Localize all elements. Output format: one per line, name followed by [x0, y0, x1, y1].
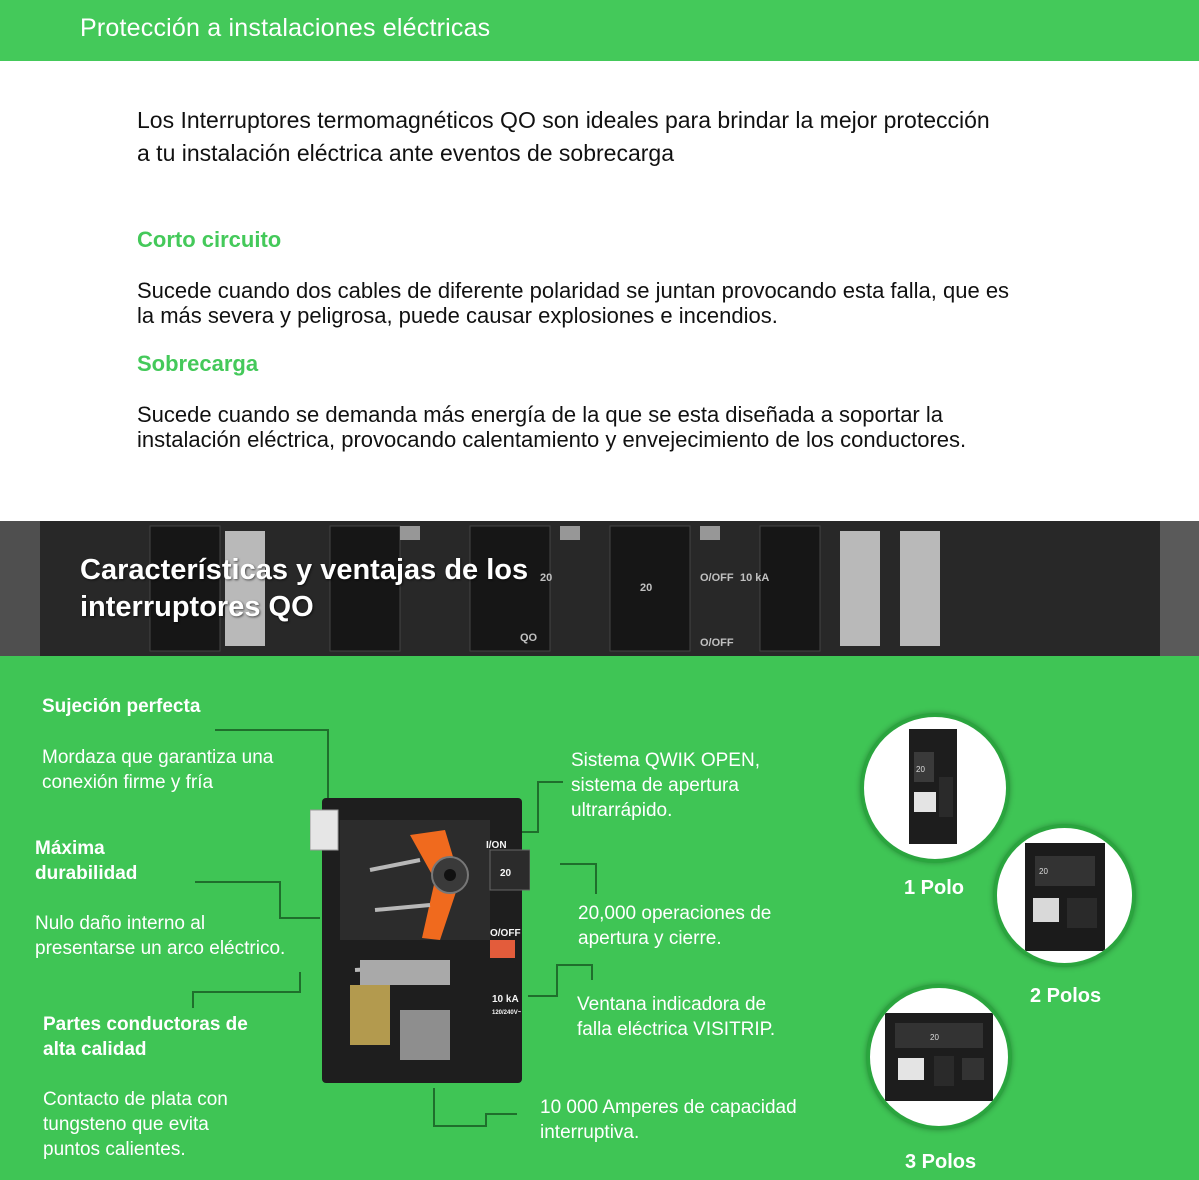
breaker-1-polo-image: [860, 713, 1010, 863]
feature-body-sujecion: Mordaza que garantiza una conexión firme y fría: [42, 747, 274, 793]
feature-body-conductoras: Contacto de plata con tungsteno que evita puntos calientes.: [43, 1089, 228, 1160]
breaker-3-polos-image: [866, 984, 1012, 1130]
breaker-label-ka: 10 kA: [492, 994, 519, 1005]
banner-label-f: 20: [540, 572, 553, 584]
section-body-corto-circuito: Sucede cuando dos cables de diferente polaridad se juntan provocando esta falla, que es la más severa y peligrosa, puede causar explosiones e incendios.: [137, 278, 1010, 328]
pole-label-3: 3 Polos: [905, 1151, 977, 1173]
pole-label-2: 2 Polos: [1030, 985, 1102, 1007]
banner-title: [80, 552, 528, 626]
banner-label-d: QO: [520, 632, 538, 644]
breaker-label-amps: 20: [500, 868, 512, 879]
breaker-label-on: I/ON: [486, 840, 507, 851]
feature-title-durabilidad: Máxima durabilidad: [35, 838, 138, 884]
polo2-face-text: 20: [1039, 867, 1048, 876]
feature-operaciones: 20,000 operaciones de apertura y cierre.: [578, 903, 772, 949]
breaker-label-volt: 120/240V~: [492, 1010, 522, 1016]
feature-title-sujecion: Sujeción perfecta: [42, 696, 201, 717]
breaker-2-polos-image: [993, 824, 1136, 967]
header-title: Protección a instalaciones eléctricas: [80, 14, 491, 42]
feature-title-conductoras: Partes conductoras de alta calidad: [43, 1014, 248, 1060]
intro-text: Los Interruptores termomagnéticos QO son ideales para brindar la mejor protección a tu instalación eléctrica ante eventos de sobrecarga: [137, 107, 990, 166]
feature-capacidad: 10 000 Amperes de capacidad interruptiva.: [540, 1097, 797, 1143]
banner-title-line2: interruptores QO: [80, 591, 314, 623]
feature-body-durabilidad: Nulo daño interno al presentarse un arco eléctrico.: [35, 913, 286, 959]
breaker-label-off: O/OFF: [490, 928, 521, 939]
polo3-face-text: 20: [930, 1033, 939, 1042]
feature-qwik-open: Sistema QWIK OPEN, sistema de apertura ultrarrápido.: [571, 750, 760, 821]
section-title-corto-circuito: Corto circuito: [137, 227, 282, 252]
banner-label-a: 20: [640, 582, 653, 594]
section-body-sobrecarga: Sucede cuando se demanda más energía de la que se esta diseñada a soportar la instalación eléctrica, provocando calentamiento y envejecimiento de los conductores.: [137, 402, 967, 452]
section-title-sobrecarga: Sobrecarga: [137, 351, 259, 376]
polo1-face-text: 20: [916, 765, 925, 774]
feature-visitrip: Ventana indicadora de falla eléctrica VISITRIP.: [577, 994, 776, 1040]
pole-label-1: 1 Polo: [904, 877, 965, 899]
breaker-cutaway-image: [310, 790, 530, 1090]
banner-label-e: O/OFF: [700, 637, 734, 649]
banner-title-line1: Características y ventajas de los: [80, 554, 529, 586]
banner-label-b: O/OFF: [700, 572, 734, 584]
banner-label-c: 10 kA: [740, 572, 770, 584]
